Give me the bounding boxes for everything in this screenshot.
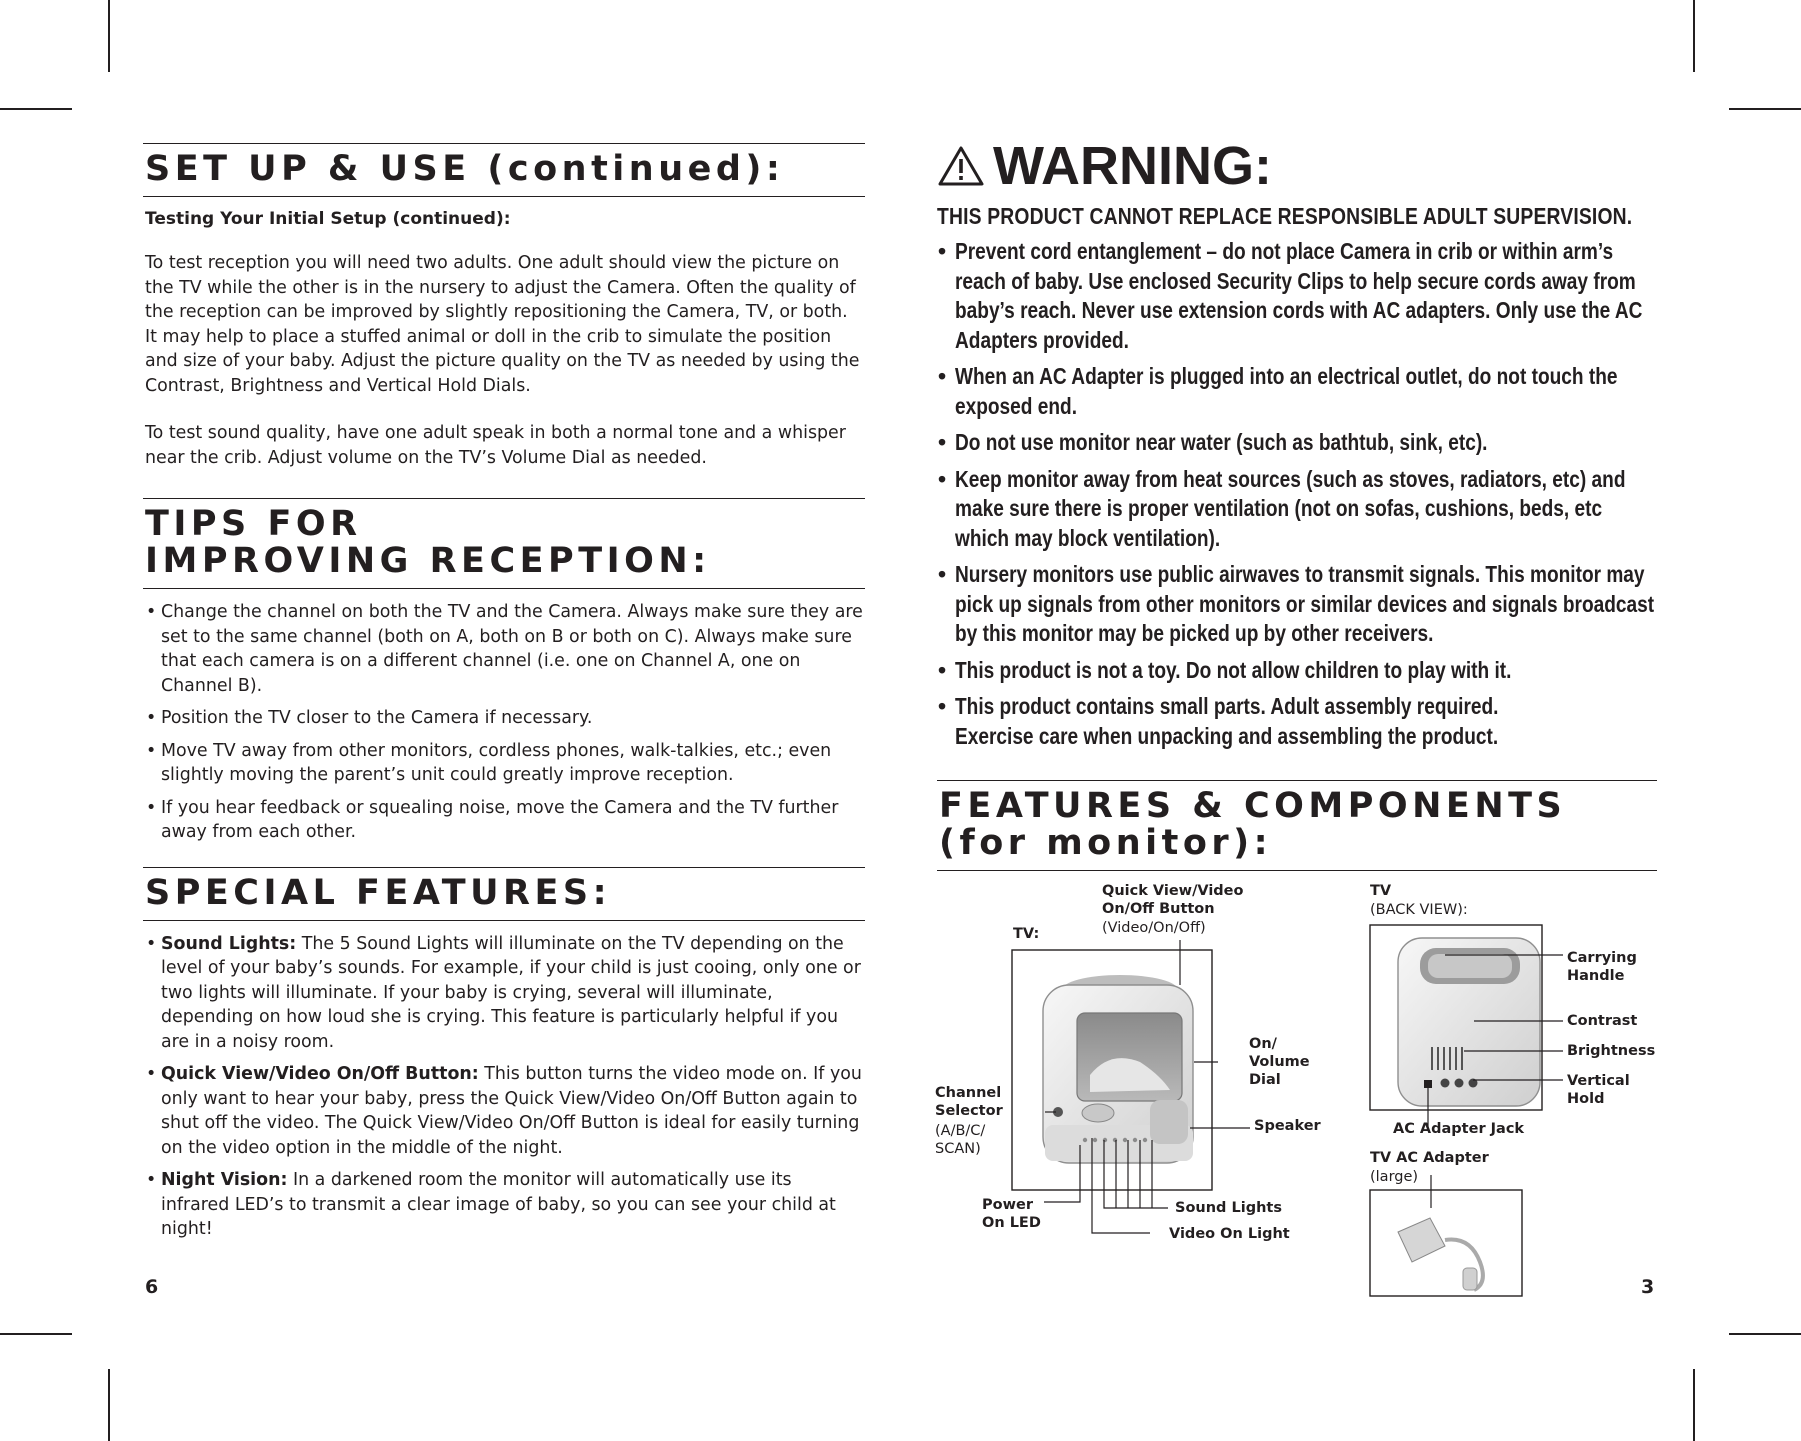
feature-term: Quick View/Video On/Off Button: (161, 1064, 479, 1084)
feature-text: This button turns the video mode on. If you only want to hear your baby, press the Quick View/Video On/Off Button again to shut off the video. The Quick View/Video On/Off Button is ideal for easily turning on the video option in the middle of the night. (161, 1064, 862, 1158)
tv-back-image (1398, 938, 1540, 1106)
feature-text: In a darkened room the monitor will automatically use its infrared LED’s to transmit a clear image of baby, so you can see your child at night! (161, 1170, 836, 1239)
label-channel: Channel Selector (935, 1085, 1003, 1119)
setup-title: SET UP & USE (continued): (145, 149, 785, 189)
page-number: 6 (145, 1276, 159, 1298)
list-item: • Change the channel on both the TV and the Camera. Always make sure they are set to the same channel (both on A, both on B or both on C). Always make sure that each camera is on a different channel (i.e. one on Channel A, one on Channel B). (143, 600, 865, 698)
label-on-volume: On/ Volume Dial (1249, 1036, 1310, 1088)
label-tv-front: TV: (1013, 926, 1040, 942)
label-sound-lights: Sound Lights (1175, 1200, 1282, 1216)
warning-text: • This product is not a toy. Do not allow children to play with it. (955, 656, 1512, 683)
feature-term: Night Vision: (161, 1170, 288, 1190)
special-title: SPECIAL FEATURES: (145, 872, 612, 913)
warning-text: • Prevent cord entanglement – do not place Camera in crib or within arm’s reach of baby. Use enclosed Security Clips to help secure cords away from baby’s reach. Never use extension cords with AC adapters. Only use the AC Adapters provided. (955, 238, 1643, 353)
label-carrying: Carrying Handle (1567, 950, 1637, 984)
list-item: • Move TV away from other monitors, cordless phones, walk-talkies, etc.; even slightly moving the parent’s unit could greatly improve reception. (143, 739, 865, 788)
label-video-light: Video On Light (1169, 1226, 1290, 1242)
setup-paragraph: To test sound quality, have one adult speak in both a normal tone and a whisper near the crib. Adjust volume on the TV’s Volume Dial as needed. (145, 423, 846, 468)
label-ac-adapter: TV AC Adapter (1370, 1150, 1489, 1166)
warning-text: • Nursery monitors use public airwaves to transmit signals. This monitor may pick up signals from other monitors or similar devices and signals broadcast by this monitor may be picked up by other receivers. (955, 561, 1655, 646)
list-item: • If you hear feedback or squealing noise, move the Camera and the TV further away from each other. (143, 796, 865, 845)
warning-title: WARNING: (993, 136, 1272, 196)
list-item: • Position the TV closer to the Camera if necessary. (143, 706, 865, 731)
label-channel-sub: (A/B/C/ SCAN) (935, 1123, 986, 1157)
page-number: 3 (1641, 1276, 1655, 1298)
warning-lead: THIS PRODUCT CANNOT REPLACE RESPONSIBLE ADULT SUPERVISION. (937, 203, 1633, 229)
warning-text: • When an AC Adapter is plugged into an electrical outlet, do not touch the exposed end. (955, 363, 1618, 419)
label-tv-back: TV (1370, 883, 1392, 899)
label-speaker: Speaker (1254, 1118, 1321, 1134)
label-contrast: Contrast (1567, 1013, 1638, 1029)
label-tv-back-sub: (BACK VIEW): (1370, 902, 1468, 918)
setup-paragraph: To test reception you will need two adults. One adult should view the picture on the TV while the other is in the nursery to adjust the Camera. Often the quality of the reception can be improved by slightly repositioning the Camera, TV, or both. It may help to place a stuffed animal or doll in the crib to simulate the position and size of your baby. Adjust the picture quality on the TV as needed by using the Contrast, Brightness and Vertical Hold Dials. (145, 253, 860, 396)
label-ac-jack: AC Adapter Jack (1393, 1121, 1525, 1137)
tv-front-image (1043, 975, 1193, 1163)
warning-text: • This product contains small parts. Adult assembly required. Exercise care when unpacking and assembling the product. (955, 693, 1499, 749)
label-power-led: Power On LED (982, 1197, 1041, 1231)
ac-adapter-image (1398, 1218, 1483, 1290)
setup-subheading: Testing Your Initial Setup (continued): (145, 209, 511, 229)
feature-text: The 5 Sound Lights will illuminate on the TV depending on the level of your baby’s sounds. For example, if your child is just cooing, only one or two lights will illuminate. If your baby is crying, several will illuminate, depending on how loud she is crying. This feature is particularly helpful if you are in a noisy room. (161, 933, 861, 1052)
label-ac-adapter-sub: (large) (1370, 1169, 1419, 1185)
label-quick-view-sub: (Video/On/Off) (1102, 920, 1206, 936)
features-title: FEATURES & COMPONENTS (for monitor): (939, 786, 1567, 863)
tips-title: TIPS FOR IMPROVING RECEPTION: (145, 504, 711, 581)
ac-adapter-frame (1370, 1190, 1522, 1296)
label-quick-view: Quick View/Video On/Off Button (1102, 883, 1244, 917)
warning-text: • Keep monitor away from heat sources (such as stoves, radiators, etc) and make sure there is proper ventilation (not on sofas, cushions, beds, etc which may block ventilation). (955, 465, 1626, 551)
label-brightness: Brightness (1567, 1043, 1656, 1059)
warning-text: • Do not use monitor near water (such as bathtub, sink, etc). (955, 429, 1488, 455)
label-vertical: Vertical Hold (1567, 1073, 1630, 1107)
feature-term: Sound Lights: (161, 933, 297, 954)
